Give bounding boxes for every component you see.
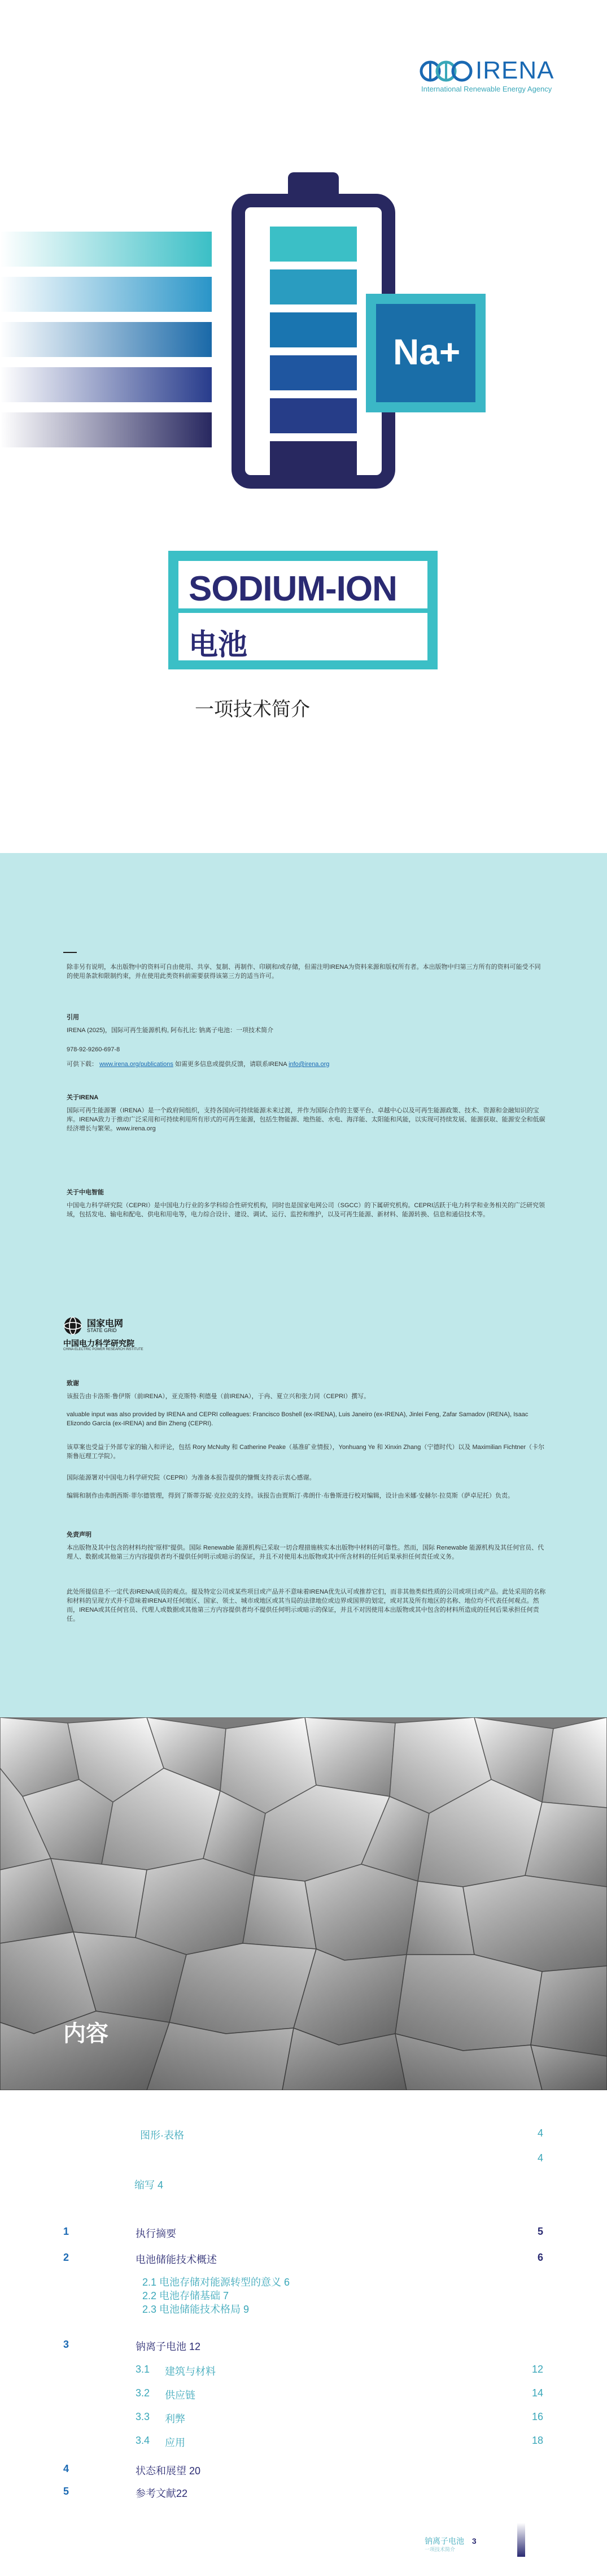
battery-cap (288, 172, 339, 195)
disclaimer-text-2: 此处所提信息不一定代表IRENA成员的观点。提及特定公司或某些项目或产品并不意味着IRENA优先认可或推荐它们，而非其他类似性质的公司或项目或产品。此处采用的名称和材料的呈现方式并不意味着IRENA对任何地区、国家、领土、城市或地区或其当局的法律地位或边界或国界的划定，或对其及所有地区的名称、地位均不代表任何观点。然而，IRENA或其任何官员、代理人或数据或其他第三方内容提供者均不提供任何明示或暗示的保证，并且不对因使用本出版物或其中包含的材料所造成的任何后果承担任何责任。 (67, 1589, 546, 1622)
cepri-name: 中国电力科学研究院 (63, 1339, 134, 1348)
battery-cell (270, 269, 357, 304)
toc-sub-3-2-page: 14 (531, 2387, 543, 2399)
disclaimer-text-1: 本出版物及其中包含的材料均按"原样"提供。国际 Renewable 能源机构已采取一切合理措施核实本出版物中材料的可靠性。然而，国际 Renewable 能源机构及其任何官员、代理人、数据或其他第三方内容提供者均不提供任何明示或暗示的保证，并且不对使用本出版物或其中所含材料的任何后果承担任何责任或义务。 (67, 1544, 544, 1560)
download-line (67, 1060, 547, 1069)
ack-heading: 致谢 (67, 1380, 79, 1387)
toc-sub-2-1[interactable]: 2.1 电池存储对能源转型的意义 6 (142, 2277, 290, 2288)
toc-figures[interactable]: 图形·表格 (140, 2130, 184, 2141)
about-epri-heading: 关于中电智能 (67, 1189, 104, 1196)
publications-link[interactable]: www.irena.org/publications (99, 1061, 173, 1068)
footer-subtitle: 一项技术简介 (425, 2547, 456, 2552)
toc-tables-page: 4 (537, 2152, 543, 2164)
toc-num-4: 4 (63, 2463, 69, 2474)
ack-thanks: 国际能源署对中国电力科学研究院（CEPRI）为准备本报告提供的慷慨支持表示衷心感谢。 (67, 1474, 316, 1481)
stripe-2 (0, 277, 212, 312)
battery-cell (270, 398, 357, 433)
state-grid-name-zh: 国家电网 (87, 1319, 124, 1329)
cover-subtitle: 一项技术简介 (195, 699, 310, 720)
toc-sub-3-4[interactable]: 应用 (165, 2437, 185, 2448)
about-irena-text: 国际可再生能源署（IRENA）是一个政府间组织，支持各国向可持续能源未来过渡，并作为国际合作的主要平台、卓越中心以及可再生能源政策、技术、资源和金融知识的宝库。IRENA致力于推动广泛采用和可持续利用所有形式的可再生能源，包括生物能源、地热能、水电、海洋能、太阳能和风能，以实现可持续发展、能源获取、能源安全和低碳经济增长与繁荣。www.irena.org (67, 1107, 545, 1132)
irena-logo-mark-icon (419, 60, 473, 82)
download-label: 可供下载： (67, 1061, 98, 1068)
irena-wordmark: IRENA (475, 56, 554, 84)
toc-entry-4[interactable]: 状态和展望 20 (136, 2465, 201, 2477)
state-grid-emblem-icon (63, 1316, 82, 1335)
title-zh: 电池 (189, 629, 248, 662)
toc-sub-3-3-num: 3.3 (136, 2411, 150, 2422)
toc-sub-3-4-num: 3.4 (136, 2435, 150, 2446)
ack-colleagues: valuable input was also provided by IRENA and CEPRI colleagues: Francisco Boshell (ex-IRENA), Luis Janeiro (ex-IRENA), Jinlei Feng, Zafar Samadov (IRENA), Isaac Elizondo García (ex-IRENA) and Bin Zheng (CEPRI). (67, 1411, 529, 1427)
cover-page (0, 0, 607, 853)
speed-stripes (0, 232, 212, 458)
copyright-notice: 除非另有说明，本出版物中的资料可自由使用、共享、复制、再制作、印刷和/或存储，但需注明IRENA为资料来源和版权所有者。本出版物中归第三方所有的资料可能受不同的使用条款和限制约束，并在使用此类资料前需要获得该第三方的适当许可。 (67, 964, 541, 980)
feedback-text: 如需更多信息或提供反馈，请联系IRENA (174, 1061, 287, 1068)
toc-num-5: 5 (63, 2486, 69, 2497)
toc-page-1: 5 (537, 2226, 543, 2237)
sodium-symbol: Na+ (393, 332, 461, 372)
battery-cell (270, 441, 357, 476)
toc-sub-3-3-page: 16 (531, 2411, 543, 2422)
about-irena-heading: 关于IRENA (67, 1094, 99, 1101)
title-en-panel (178, 561, 427, 608)
title-zh-panel (178, 613, 427, 660)
isbn: 978-92-9260-697-8 (67, 1046, 120, 1053)
title-box (168, 551, 438, 669)
toc-entry-5[interactable]: 参考文献22 (136, 2488, 188, 2499)
toc-entry-2[interactable]: 电池储能技术概述 (136, 2254, 217, 2265)
footer-doc-title: 钠离子电池 (425, 2536, 464, 2545)
salt-crystals-photo (0, 1717, 607, 2090)
sodium-badge-inner (376, 304, 475, 402)
contents-heading: 内容 (63, 2021, 108, 2046)
battery-cell (270, 355, 357, 390)
disclaimer-heading: 免责声明 (67, 1531, 91, 1538)
irena-logo (419, 56, 560, 96)
copyright-page (0, 853, 607, 1717)
footer-gradient-bar (517, 2523, 525, 2557)
citation-heading: 引用 (67, 1014, 79, 1021)
ack-editing: 编辑和制作由弗朗西斯·菲尔德管理，得到了斯蒂芬妮·克拉克的支持。该报告由贾斯汀·弗朗什·布鲁斯进行校对编辑，设计由米娜·安赫尔·拉莫斯（萨卓尼托）负责。 (67, 1492, 514, 1499)
toc-entry-3[interactable]: 钠离子电池 12 (136, 2341, 201, 2352)
toc-sub-2-2[interactable]: 2.2 电池存储基础 7 (142, 2290, 229, 2301)
toc-sub-3-1[interactable]: 建筑与材料 (165, 2366, 216, 2377)
irena-tagline: International Renewable Energy Agency (421, 85, 552, 93)
toc-sub-3-1-num: 3.1 (136, 2364, 150, 2375)
state-grid-logo (63, 1316, 250, 1351)
toc-sub-2-3[interactable]: 2.3 电池储能技术格局 9 (142, 2304, 250, 2315)
toc-num-3: 3 (63, 2339, 69, 2350)
stripe-5 (0, 412, 212, 447)
toc-sub-3-1-page: 12 (531, 2364, 543, 2375)
ack-authors: 该报告由卡洛斯·鲁伊斯（前IRENA），亚克斯特·利德曼（前IRENA），于冉、夏立兴和张力同（CEPRI）撰写。 (67, 1393, 370, 1400)
sodium-badge (366, 294, 486, 412)
toc-sub-3-3[interactable]: 利弊 (165, 2413, 185, 2425)
citation-text: IRENA (2025)，国际可再生能源机构, 阿布扎比: 钠离子电池：一项技术简介 (67, 1027, 274, 1034)
toc-sub-3-4-page: 18 (531, 2435, 543, 2446)
about-epri-text: 中国电力科学研究院（CEPRI）是中国电力行业的多学科综合性研究机构，同时也是国家电网公司（SGCC）的下属研究机构。CEPRI活跃于电力科学和业务相关的广泛研究领域，包括发电、输电和配电、供电和用电等，电力综合设计、建设、调试、运行、监控和维护，以及可再生能源、新材料、能源转换、信息和通信技术等。 (67, 1202, 545, 1218)
cepri-name-en: CHINA ELECTRIC POWER RESEARCH INSTITUTE (63, 1348, 143, 1351)
footer-title (425, 2535, 477, 2547)
stripe-4 (0, 367, 212, 402)
title-en: SODIUM-ION (189, 569, 397, 608)
toc-sub-3-2[interactable]: 供应链 (165, 2390, 195, 2401)
battery-cell (270, 312, 357, 347)
battery-cell (270, 227, 357, 262)
toc-entry-1[interactable]: 执行摘要 (136, 2228, 176, 2239)
table-of-contents (0, 2090, 607, 2576)
toc-sub-3-2-num: 3.2 (136, 2387, 150, 2399)
stripe-1 (0, 232, 212, 267)
toc-figures-page: 4 (537, 2127, 543, 2139)
toc-page-2: 6 (537, 2252, 543, 2263)
email-link[interactable]: info@irena.org (289, 1061, 330, 1068)
footer-page-number: 3 (471, 2536, 477, 2545)
ack-experts: 该草案也受益于外部专家的输入和评论，包括 Rory McNulty 和 Catherine Peake（基准矿业情报），Yonhuang Ye 和 Xinxin Zhang（宁德时代）以及 Maximilian Fichtner（卡尔斯鲁厄理工学院）。 (67, 1444, 545, 1460)
toc-num-2: 2 (63, 2252, 69, 2263)
divider (63, 952, 77, 953)
toc-abbreviations[interactable]: 缩写 4 (134, 2179, 164, 2191)
toc-num-1: 1 (63, 2226, 69, 2237)
state-grid-name-en: STATE GRID (87, 1328, 117, 1333)
stripe-3 (0, 322, 212, 357)
